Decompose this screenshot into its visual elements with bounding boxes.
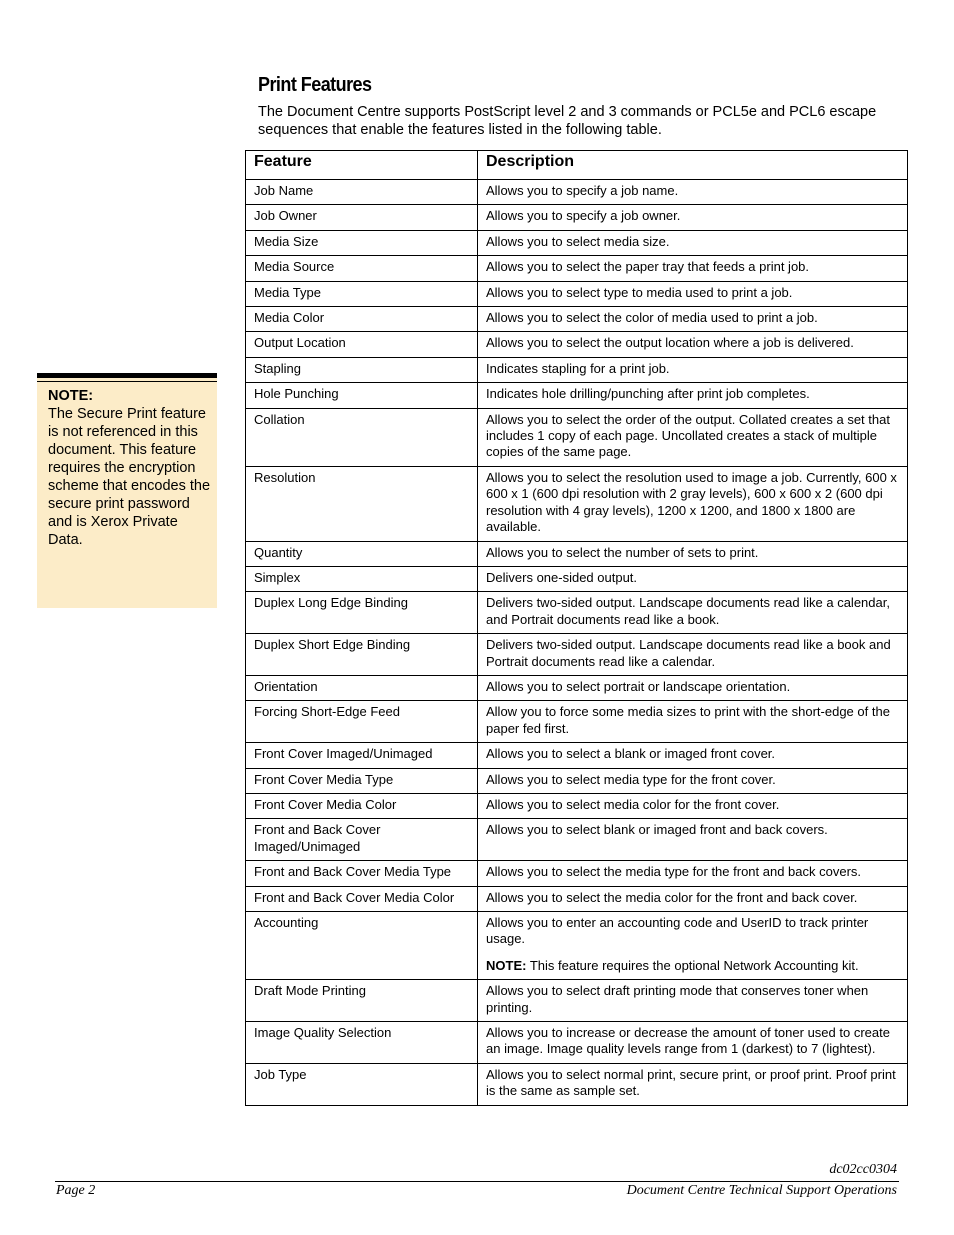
footer-title: Document Centre Technical Support Operations [626,1183,897,1198]
description-cell [478,912,908,980]
table-row [246,1063,908,1105]
table-row [246,307,908,332]
feature-cell: Job Name [246,180,478,205]
feature-cell: Front Cover Imaged/Unimaged [246,743,478,768]
feature-cell: Job Type [246,1063,478,1105]
table-row [246,861,908,886]
feature-cell: Resolution [246,466,478,541]
description-cell: Allows you to select type to media used to print a job. [478,281,908,306]
table-row [246,701,908,743]
description-text: Allows you to enter an accounting code and UserID to track printer usage. [486,915,869,947]
description-cell: Allows you to specify a job owner. [478,205,908,230]
description-cell: Allows you to select the number of sets to print. [478,541,908,566]
feature-cell: Media Source [246,256,478,281]
feature-cell: Simplex [246,566,478,591]
feature-cell: Orientation [246,675,478,700]
description-cell: Allows you to select the resolution used to image a job. Currently, 600 x 600 x 1 (600 dpi resolution with 2 gray levels), 600 x 600 x 2 (600 dpi resolution with 4 gray levels), 1200 x 1200, and 1800 x 1800 are available. [478,466,908,541]
table-row [246,256,908,281]
accounting-note [486,958,899,974]
description-cell: Allows you to select media color for the front cover. [478,793,908,818]
table-row [246,912,908,980]
sidebar-note-heading: NOTE: [48,388,94,404]
feature-cell: Job Owner [246,205,478,230]
feature-cell: Duplex Short Edge Binding [246,634,478,676]
sidebar-note-content [48,387,213,549]
feature-cell: Image Quality Selection [246,1022,478,1064]
feature-cell: Front and Back Cover Imaged/Unimaged [246,819,478,861]
table-row [246,230,908,255]
feature-cell: Hole Punching [246,383,478,408]
column-header-description: Description [478,151,908,180]
features-table-body [246,180,908,1106]
feature-cell: Front Cover Media Type [246,768,478,793]
table-row [246,332,908,357]
description-cell: Allows you to select the media color for the front and back cover. [478,886,908,911]
page-number: Page 2 [56,1183,96,1198]
table-header-row [246,151,908,180]
feature-cell: Output Location [246,332,478,357]
feature-cell: Draft Mode Printing [246,980,478,1022]
column-header-feature: Feature [246,151,478,180]
page-title: Print Features [258,74,372,96]
sidebar-note [37,373,217,608]
description-cell: Allows you to select the order of the output. Collated creates a set that includes 1 copy of each page. Uncollated creates a stack of multiple copies of the same page. [478,408,908,466]
table-row [246,357,908,382]
accounting-note-label: NOTE: [486,957,527,973]
description-cell: Delivers one-sided output. [478,566,908,591]
table-row [246,281,908,306]
table-row [246,675,908,700]
description-cell: Indicates hole drilling/punching after print job completes. [478,383,908,408]
footer-divider [55,1181,899,1182]
table-row [246,886,908,911]
description-cell: Indicates stapling for a print job. [478,357,908,382]
feature-cell: Front and Back Cover Media Type [246,861,478,886]
description-cell: Allows you to select the output location where a job is delivered. [478,332,908,357]
feature-cell: Media Size [246,230,478,255]
features-table [245,150,908,1106]
table-row [246,819,908,861]
description-cell: Allows you to specify a job name. [478,180,908,205]
table-row [246,466,908,541]
table-row [246,180,908,205]
document-id: dc02cc0304 [829,1162,897,1177]
description-cell: Allows you to select a blank or imaged front cover. [478,743,908,768]
description-cell: Allows you to select portrait or landscape orientation. [478,675,908,700]
description-cell: Allows you to select media type for the front cover. [478,768,908,793]
feature-cell: Media Type [246,281,478,306]
description-cell: Allows you to select the media type for the front and back covers. [478,861,908,886]
description-cell: Allows you to select normal print, secure print, or proof print. Proof print is the same as sample set. [478,1063,908,1105]
feature-cell: Forcing Short-Edge Feed [246,701,478,743]
table-row [246,980,908,1022]
description-cell: Allows you to select the paper tray that feeds a print job. [478,256,908,281]
feature-cell: Collation [246,408,478,466]
description-cell: Allows you to select draft printing mode that conserves toner when printing. [478,980,908,1022]
feature-cell: Duplex Long Edge Binding [246,592,478,634]
feature-cell: Front and Back Cover Media Color [246,886,478,911]
description-cell: Allows you to increase or decrease the amount of toner used to create an image. Image quality levels range from 1 (darkest) to 7 (lightest). [478,1022,908,1064]
table-row [246,1022,908,1064]
description-cell: Allow you to force some media sizes to print with the short-edge of the paper fed first. [478,701,908,743]
table-row [246,383,908,408]
accounting-note-text: This feature requires the optional Network Accounting kit. [526,957,859,973]
intro-paragraph: The Document Centre supports PostScript level 2 and 3 commands or PCL5e and PCL6 escape sequences that enable the features listed in the following table. [258,104,877,138]
table-row [246,768,908,793]
description-cell: Allows you to select the color of media used to print a job. [478,307,908,332]
table-row [246,743,908,768]
description-cell: Allows you to select blank or imaged front and back covers. [478,819,908,861]
description-cell: Allows you to select media size. [478,230,908,255]
table-row [246,566,908,591]
table-row [246,634,908,676]
description-cell: Delivers two-sided output. Landscape documents read like a calendar, and Portrait documents read like a book. [478,592,908,634]
table-row [246,205,908,230]
feature-cell: Quantity [246,541,478,566]
feature-cell: Stapling [246,357,478,382]
feature-cell: Media Color [246,307,478,332]
table-row [246,592,908,634]
description-cell: Delivers two-sided output. Landscape documents read like a book and Portrait documents read like a calendar. [478,634,908,676]
table-row [246,793,908,818]
table-row [246,541,908,566]
sidebar-note-text: The Secure Print feature is not referenced in this document. This feature requires the encryption scheme that encodes the secure print password and is Xerox Private Data. [48,406,211,548]
feature-cell: Front Cover Media Color [246,793,478,818]
table-row [246,408,908,466]
feature-cell: Accounting [246,912,478,980]
